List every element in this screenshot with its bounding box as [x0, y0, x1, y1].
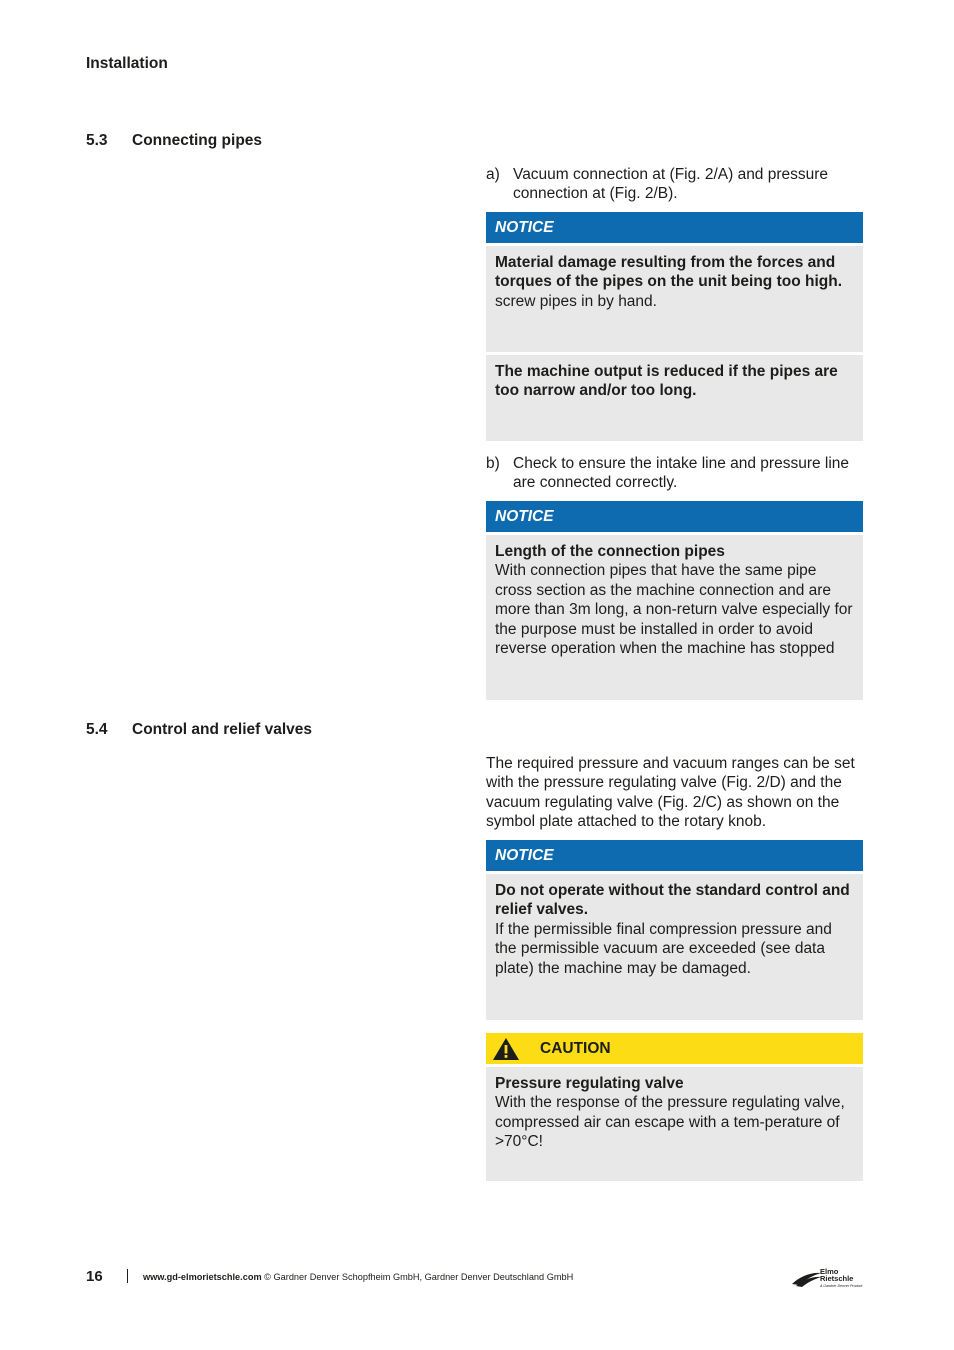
step-a	[486, 165, 863, 204]
caution-bold-text: Pressure regulating valve	[495, 1075, 684, 1092]
footer-text	[143, 1272, 573, 1282]
body-paragraph: The required pressure and vacuum ranges can be set with the pressure regulating valve (Fig. 2/D) and the vacuum regulating valve (Fig. 2/C) as shown on the symbol plate attached to the rotary knob.	[486, 755, 855, 831]
notice-bold-text: Length of the connection pipes	[495, 543, 725, 560]
logo-word-2: Rietschle	[820, 1274, 854, 1283]
header-section-label: Installation	[86, 55, 168, 72]
step-text: Check to ensure the intake line and pressure line are connected correctly.	[513, 455, 850, 492]
notice-box	[486, 874, 863, 1020]
logo-word-1: Elmo	[820, 1267, 839, 1276]
footer-url[interactable]: www.gd-elmorietschle.com	[143, 1272, 262, 1282]
notice-box	[486, 246, 863, 352]
step-letter: b)	[486, 455, 500, 472]
notice-header: NOTICE	[486, 212, 863, 243]
notice-text: screw pipes in by hand.	[495, 292, 657, 310]
caution-box	[486, 1067, 863, 1181]
step-text: Vacuum connection at (Fig. 2/A) and pressure connection at (Fig. 2/B).	[513, 166, 829, 203]
caution-label: CAUTION	[540, 1040, 611, 1057]
section-title: Connecting pipes	[132, 132, 263, 149]
caution-text: With the response of the pressure regulating valve, compressed air can escape with a tem-perature of >70°C!	[495, 1094, 845, 1151]
warning-triangle-icon	[492, 1037, 520, 1061]
notice-bold-text: Do not operate without the standard control and relief valves.	[495, 882, 850, 919]
section-title: Control and relief valves	[132, 721, 313, 738]
footer-copyright: © Gardner Denver Schopfheim GmbH, Gardner Denver Deutschland GmbH	[261, 1272, 574, 1282]
elmo-rietschle-logo	[790, 1265, 866, 1291]
notice-header: NOTICE	[486, 501, 863, 532]
footer-divider	[127, 1269, 128, 1283]
step-letter: a)	[486, 166, 500, 183]
notice-box	[486, 535, 863, 700]
section-number: 5.3	[86, 132, 108, 149]
step-b	[486, 454, 863, 493]
notice-bold-text: Material damage resulting from the forces and torques of the pipes on the unit being too high.	[495, 254, 842, 291]
notice-text: With connection pipes that have the same pipe cross section as the machine connection and are more than 3m long, a non-return valve especially for the purpose must be installed in order to avoid reverse operation when the machine has stopped	[495, 562, 853, 658]
note-box	[486, 355, 863, 441]
caution-header	[486, 1033, 863, 1064]
note-bold-text: The machine output is reduced if the pipes are too narrow and/or too long.	[495, 363, 838, 400]
page-number: 16	[86, 1268, 103, 1285]
notice-text: If the permissible final compression pressure and the permissible vacuum are exceeded (see data plate) the machine may be damaged.	[495, 920, 832, 977]
section-number: 5.4	[86, 721, 108, 738]
logo-tagline: A Gardner Denver Product	[820, 1284, 863, 1288]
notice-header: NOTICE	[486, 840, 863, 871]
